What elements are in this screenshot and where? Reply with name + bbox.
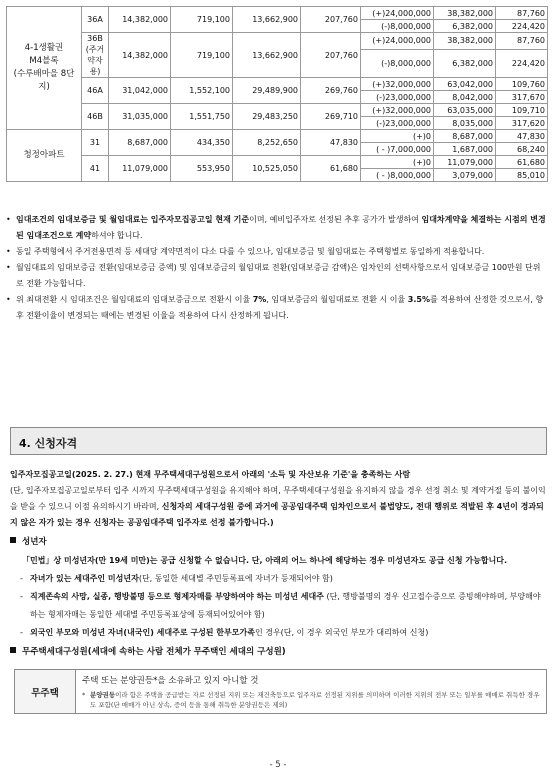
- homeless-footnote: [82, 691, 540, 710]
- table-cell: 8,042,000: [434, 91, 496, 104]
- homeless-main: 주택 또는 분양권등*을 소유하고 있지 아니할 것: [82, 676, 259, 686]
- note-text: , 임대보증금의 월임대료로 전환 시 이율: [266, 295, 408, 304]
- table-cell: 13,662,900: [233, 7, 301, 33]
- table-cell: 31,042,000: [109, 78, 171, 104]
- minor-lead: 「민법」상 미성년자(만 19세 미만)는 공급 신청할 수 없습니다. 단, 아래의 어느 하나에 해당하는 경우 미성년자도 공급 신청 가능합니다.: [22, 556, 508, 565]
- table-cell: 317,620: [496, 117, 548, 130]
- section-title: 4. 신청자격: [19, 437, 78, 450]
- note-item: [6, 292, 547, 324]
- table-cell: (-)8,000,000: [361, 49, 434, 77]
- eligibility-detail: [10, 483, 547, 531]
- rent-notes: [6, 212, 547, 324]
- table-cell: 1,552,100: [171, 78, 233, 104]
- table-cell: 31,035,000: [109, 104, 171, 130]
- table-cell: 11,079,000: [434, 156, 496, 169]
- square-bullet-icon: [10, 537, 16, 543]
- detail-text: (단, 입주자모집공고일로부터 입주 시까지 무주택세대구성원을 유지해야 하며, 무주택세대구성원을 유지하지 않을 경우 선정 취소 및 계약거절 등의 불이익을 받을 수 있으니 이점 유의하시기 바라며,: [10, 486, 546, 511]
- detail-bold: 신청자의 세대구성원 중에 과거에 공공임대주택 임차인으로서 불법양도, 전대 행위로 적발된 후 4년이 경과되지 않은 자가 있는 경우 신청자는 공공임대주택 입주자로 선정 불가합니다.): [10, 502, 544, 527]
- note-item: [6, 212, 547, 244]
- adult-heading: [10, 535, 47, 547]
- table-cell: 14,382,000: [109, 33, 171, 78]
- table-cell: 719,100: [171, 33, 233, 78]
- minor-item-text: 인 경우(단, 이 경우 외국인 부모가 대리하여 신청): [254, 628, 429, 637]
- table-cell: 269,760: [301, 78, 361, 104]
- table-cell: (+)0: [361, 130, 434, 143]
- table-cell: 87,760: [496, 7, 548, 20]
- table-cell: 109,760: [496, 78, 548, 91]
- table-cell: 317,670: [496, 91, 548, 104]
- adult-heading-text: 성년자: [22, 537, 47, 547]
- note-item: • 월임대료의 임대보증금 전환(임대보증금 증액) 및 임대보증금의 월임대료 전환(임대보증금 감액)은 임차인의 선택사항으로서 임대보증금 100만원 단위로 전환 가능합니다.: [6, 260, 547, 292]
- note-bold: 7%: [252, 295, 267, 304]
- minor-item: [10, 570, 547, 588]
- table-cell: 8,252,650: [233, 130, 301, 156]
- square-bullet-icon: [10, 647, 16, 653]
- minor-item-bold: 외국인 부모와 미성년 자녀(내국인) 세대주로 구성된 한부모가족: [30, 628, 255, 637]
- table-cell: ( - )8,000,000: [361, 169, 434, 182]
- minor-item: [10, 624, 547, 642]
- table-cell: (-)23,000,000: [361, 91, 434, 104]
- table-cell: 47,830: [496, 130, 548, 143]
- unit-type-cell: [82, 33, 109, 78]
- unit-type-cell: 46B: [82, 104, 109, 130]
- table-cell: (+)24,000,000: [361, 7, 434, 20]
- eligibility-lead: 입주자모집공고일(2025. 2. 27.) 현재 무주택세대구성원으로서 아래의 '소득 및 자산보유 기준'을 충족하는 사람: [10, 470, 411, 479]
- table-cell: 38,382,000: [434, 33, 496, 50]
- eligibility-intro: [10, 467, 547, 531]
- page-number: - 5 -: [269, 760, 287, 770]
- unit-type-cell: 41: [82, 156, 109, 182]
- complex-name-line3: (수루배마을 8단지): [13, 69, 75, 92]
- footnote-bold: 분양권등: [90, 691, 116, 699]
- table-cell: 719,100: [171, 7, 233, 33]
- table-cell: 207,760: [301, 7, 361, 33]
- footnote-text: 이라 함은 주택을 공급받는 자로 선정된 지위 또는 재건축등으로 입주자로 선정된 지위를 의미하며 이러한 지위의 전부 또는 일부를 매매로 취득한 경우도 포함(단 매매가 아닌 상속, 증여 등을 통해 취득한 분양권등은 제외): [90, 691, 540, 709]
- minor-item-bold: 자녀가 있는 세대주인 미성년자: [30, 574, 139, 583]
- table-cell: 63,035,000: [434, 104, 496, 117]
- note-bold: 임대조건의 임대보증금 및 월임대료는 입주자모집공고일 현재 기준: [16, 215, 250, 224]
- table-cell: 1,687,000: [434, 143, 496, 156]
- minor-item-text: (단, 행방불명의 경우 신고접수증으로 증빙해야하며, 부양해야하는 형제자매는 동일한 세대별 주민등록표상에 등재되어있어야 함): [30, 592, 541, 619]
- homeless-definition: [76, 670, 547, 714]
- unit-type-cell: 31: [82, 130, 109, 156]
- table-cell: (-)8,000,000: [361, 20, 434, 33]
- table-cell: 11,079,000: [109, 156, 171, 182]
- table-cell: 553,950: [171, 156, 233, 182]
- note-item: • 동일 주택형에서 주거전용면적 등 세대당 계약면적이 다소 다를 수 있으나, 임대보증금 및 월임대료는 주택형별로 동일하게 적용합니다.: [6, 244, 547, 260]
- household-heading: [10, 645, 286, 657]
- unit-type-cell: 36A: [82, 7, 109, 33]
- complex-name-cell: [7, 7, 82, 130]
- unit-type-cell: 46A: [82, 78, 109, 104]
- rent-conditions-table: [6, 6, 548, 182]
- table-cell: 8,687,000: [434, 130, 496, 143]
- table-cell: 1,551,750: [171, 104, 233, 130]
- unit-type-line: 36B: [87, 34, 103, 43]
- table-cell: 47,830: [301, 130, 361, 156]
- minor-item-text: (단, 동일한 세대별 주민등록표에 자녀가 등재되어야 함): [138, 574, 333, 583]
- table-cell: (+)0: [361, 156, 434, 169]
- section-header: [10, 427, 547, 455]
- table-cell: (+)24,000,000: [361, 33, 434, 50]
- table-cell: 61,680: [496, 156, 548, 169]
- complex-name-cell: 청정아파트: [7, 130, 82, 182]
- complex-name-line2: M4블록: [29, 56, 59, 66]
- table-cell: (-)23,000,000: [361, 117, 434, 130]
- note-bold: 3.5%: [407, 295, 430, 304]
- unit-type-line: 약자용): [87, 56, 103, 76]
- table-cell: 63,042,000: [434, 78, 496, 91]
- table-cell: 10,525,050: [233, 156, 301, 182]
- note-text: 를 적용하여 산정한 것으로서, 향후 전환이율이 변경되는 때에는 변경된 이율을 적용하여 다시 산정하게 됩니다.: [16, 295, 544, 320]
- minor-item: [10, 588, 547, 624]
- table-cell: 269,710: [301, 104, 361, 130]
- minor-rules: [10, 552, 547, 642]
- note-text: 이며, 예비입주자로 선정된 추후 공가가 발생하여: [249, 215, 419, 224]
- table-cell: 8,687,000: [109, 130, 171, 156]
- table-cell: 61,680: [301, 156, 361, 182]
- note-text: 위 최대전환 시 임대조건은 월임대료의 임대보증금으로 전환시 이율: [16, 295, 253, 304]
- table-cell: (+)32,000,000: [361, 78, 434, 91]
- table-cell: 38,382,000: [434, 7, 496, 20]
- table-cell: 29,489,900: [233, 78, 301, 104]
- minor-item-bold: 직계존속의 사망, 실종, 행방불명 등으로 형제자매를 부양하여야 하는 미성년 세대주: [30, 592, 324, 601]
- homeless-label: 무주택: [15, 670, 76, 714]
- table-cell: 6,382,000: [434, 20, 496, 33]
- complex-name-line1: 4-1생활권: [24, 43, 64, 53]
- homeless-definition-table: [14, 669, 547, 714]
- table-cell: ( - )7,000,000: [361, 143, 434, 156]
- table-cell: 207,760: [301, 33, 361, 78]
- table-cell: 3,079,000: [434, 169, 496, 182]
- table-cell: (+)32,000,000: [361, 104, 434, 117]
- table-cell: 68,240: [496, 143, 548, 156]
- table-cell: 6,382,000: [434, 49, 496, 77]
- household-heading-bold: 무주택세대구성원: [22, 647, 88, 657]
- unit-type-line: (주거: [85, 45, 105, 54]
- table-cell: 87,760: [496, 33, 548, 50]
- table-cell: 29,483,250: [233, 104, 301, 130]
- table-cell: 224,420: [496, 49, 548, 77]
- table-cell: 13,662,900: [233, 33, 301, 78]
- table-cell: 109,710: [496, 104, 548, 117]
- table-cell: 434,350: [171, 130, 233, 156]
- note-text: 하셔야 합니다.: [91, 231, 143, 240]
- note-bold: 임대차계약을 체결하는 시점의 변경된 임대조건으로 계약: [16, 215, 546, 240]
- table-cell: 224,420: [496, 20, 548, 33]
- table-cell: 14,382,000: [109, 7, 171, 33]
- household-heading-text: (세대에 속하는 사람 전체가 무주택인 세대의 구성원): [87, 647, 286, 657]
- table-cell: 8,035,000: [434, 117, 496, 130]
- table-cell: 85,010: [496, 169, 548, 182]
